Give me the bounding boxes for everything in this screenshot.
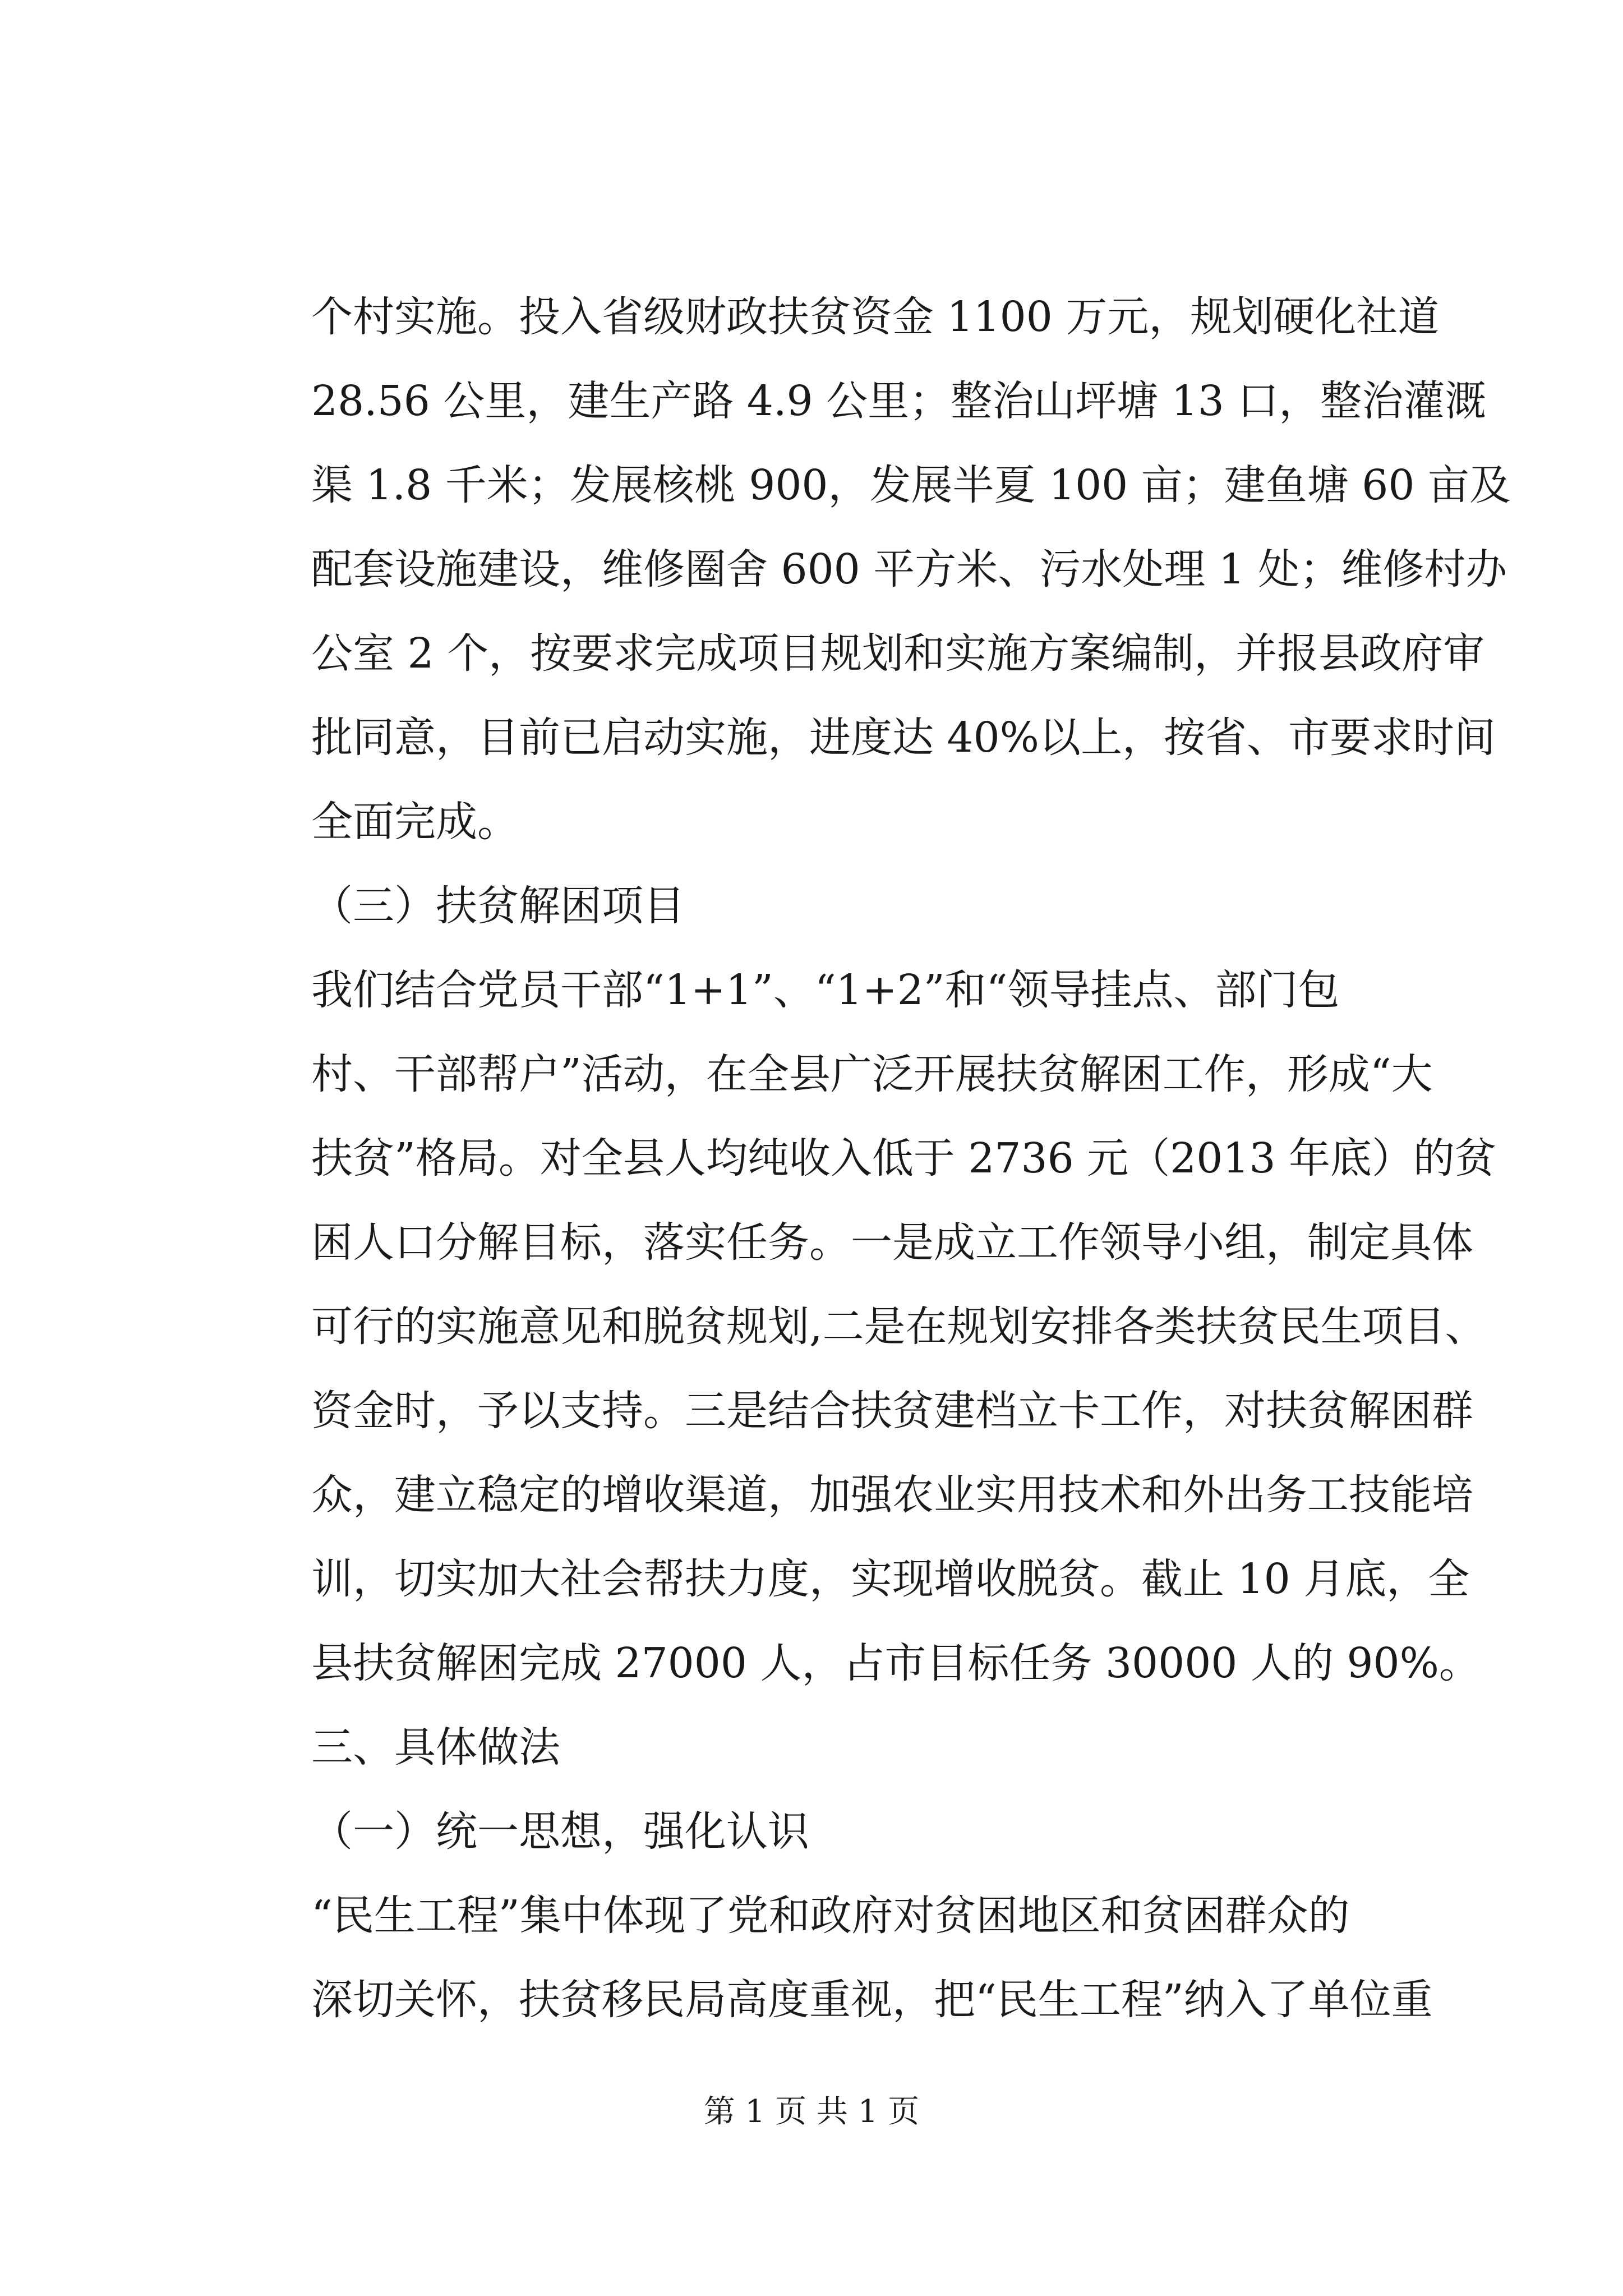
text-line: 深切关怀，扶贫移民局高度重视，把“民生工程”纳入了单位重 [311, 1976, 1433, 2024]
section-heading: 三、具体做法 [311, 1723, 560, 1772]
section-heading: （一）统一思想，强化认识 [311, 1807, 809, 1856]
text-line: “民生工程”集中体现了党和政府对贫困地区和贫困群众的 [311, 1892, 1350, 1940]
text-line: 众，建立稳定的增收渠道，加强农业实用技术和外出务工技能培 [311, 1471, 1473, 1519]
text-line: 渠 1.8 千米；发展核桃 900，发展半夏 100 亩；建鱼塘 60 亩及 [311, 461, 1511, 509]
text-line: 困人口分解目标，落实任务。一是成立工作领导小组，制定具体 [311, 1218, 1473, 1267]
text-line: 批同意，目前已启动实施，进度达 40%以上，按省、市要求时间 [311, 714, 1496, 762]
text-line: 个村实施。投入省级财政扶贫资金 1100 万元，规划硬化社道 [311, 293, 1440, 341]
page-footer: 第 1 页 共 1 页 [703, 2093, 920, 2130]
text-line: 扶贫”格局。对全县人均纯收入低于 2736 元（2013 年底）的贫 [311, 1134, 1497, 1182]
text-line: 全面完成。 [311, 798, 519, 846]
text-line: 我们结合党员干部“1+1”、“1+2”和“领导挂点、部门包 [311, 966, 1340, 1014]
text-line: 28.56 公里，建生产路 4.9 公里；整治山坪塘 13 口，整治灌溉 [311, 377, 1487, 425]
text-line: 资金时，予以支持。三是结合扶贫建档立卡工作，对扶贫解困群 [311, 1387, 1473, 1435]
text-line: 配套设施建设，维修圈舍 600 平方米、污水处理 1 处；维修村办 [311, 545, 1507, 593]
text-line: 训，切实加大社会帮扶力度，实现增收脱贫。截止 10 月底，全 [311, 1555, 1470, 1603]
text-line: 公室 2 个，按要求完成项目规划和实施方案编制，并报县政府审 [311, 629, 1485, 678]
text-line: 县扶贫解困完成 27000 人，占市目标任务 30000 人的 90%。 [311, 1639, 1481, 1687]
section-heading: （三）扶贫解困项目 [311, 882, 685, 930]
text-line: 可行的实施意见和脱贫规划,二是在规划安排各类扶贫民生项目、 [311, 1303, 1487, 1351]
text-line: 村、干部帮户”活动，在全县广泛开展扶贫解困工作，形成“大 [311, 1050, 1433, 1098]
